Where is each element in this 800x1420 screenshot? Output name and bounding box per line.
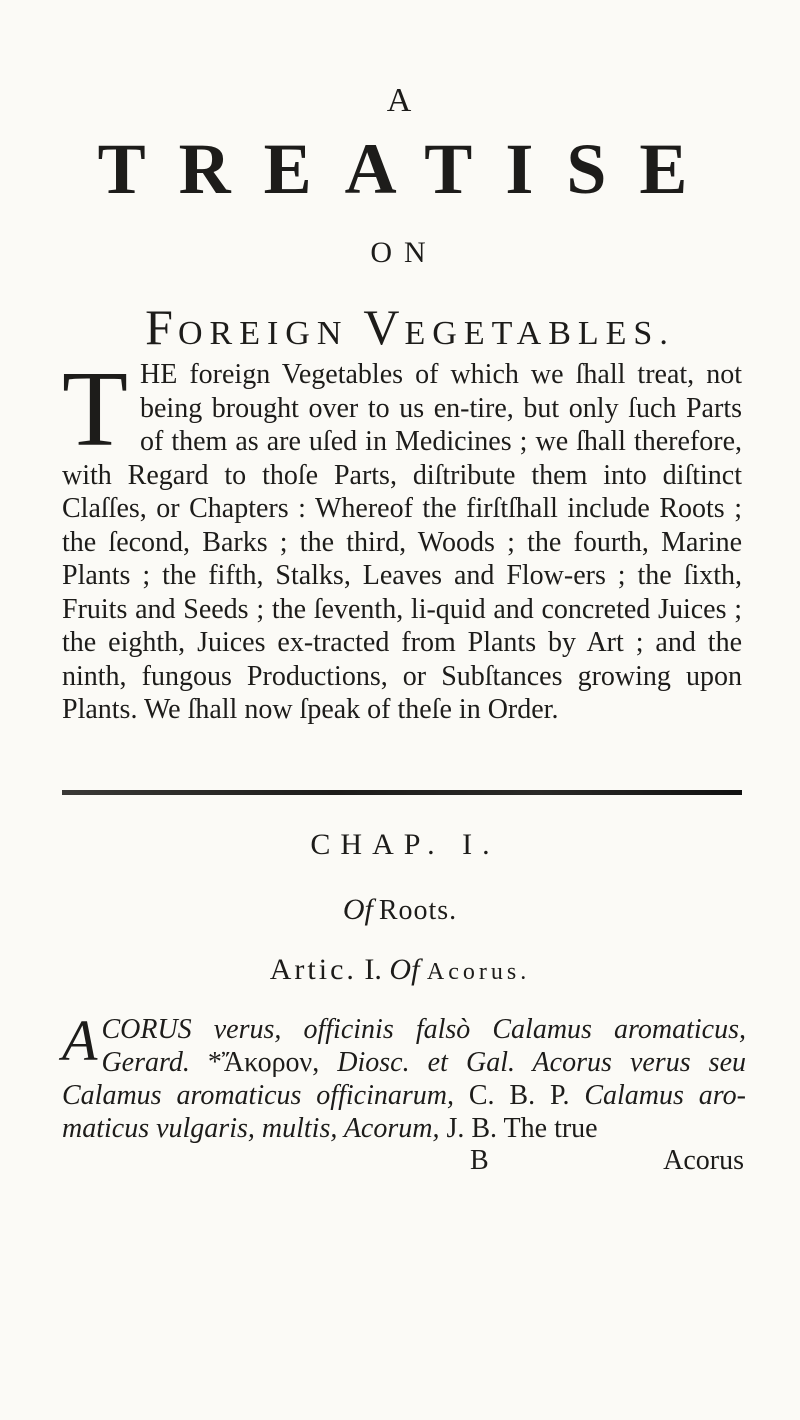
article-label: Artic. bbox=[269, 953, 357, 986]
article-text-3: C. B. P. bbox=[468, 1080, 570, 1111]
article-number: I. bbox=[364, 953, 382, 986]
subject-cap-f: F bbox=[145, 299, 178, 355]
title-connector: ON bbox=[370, 236, 438, 269]
article-title: Acorus. bbox=[426, 959, 531, 985]
article-text-4: Calamus aro-maticus vulgaris, multis, Acorum, bbox=[62, 1080, 746, 1144]
article-heading bbox=[0, 953, 800, 987]
article-text-5: J. B. The true bbox=[446, 1113, 598, 1144]
subject-title bbox=[60, 298, 760, 356]
subject-word-vegetables: EGETABLES. bbox=[404, 315, 675, 352]
article-paragraph bbox=[62, 1008, 746, 1145]
subject-word-foreign: OREIGN bbox=[177, 315, 349, 352]
drop-cap-t: T bbox=[62, 350, 128, 469]
chapter-subtitle bbox=[0, 893, 800, 927]
drop-cap-a: A bbox=[62, 1008, 98, 1073]
pre-title: A bbox=[386, 82, 414, 119]
signature-mark: B bbox=[470, 1145, 489, 1176]
article-text bbox=[62, 1008, 746, 1145]
article-of: Of bbox=[389, 953, 420, 986]
intro-paragraph bbox=[62, 350, 742, 727]
catchword: Acorus bbox=[663, 1145, 744, 1176]
article-text-1: CORUS verus, officinis falsò Calamus aromaticus, Gerard. bbox=[101, 1014, 746, 1078]
section-divider bbox=[62, 790, 742, 795]
intro-text: HE foreign Vegetables of which we ſhall treat, not being brought over to us en-tire, but only ſuch Parts of them as are uſed in Medicines ; we ſhall therefore, with Regard to thoſe Parts, diſtribute them into diſtinct Claſſes, or Chapters : Whereof the firſtſhall include Roots ; the ſecond, Barks ; the third, Woods ; the fourth, Marine Plants ; the fifth, Stalks, Leaves and Flow-ers ; the ſixth, Fruits and Seeds ; the ſeventh, li-quid and concreted Juices ; the eighth, Juices ex-tracted from Plants by Art ; and the ninth, fungous Productions, or Subſtances growing upon Plants. We ſhall now ſpeak of theſe in Order. bbox=[62, 359, 742, 725]
page-title: TREATISE bbox=[97, 129, 721, 209]
article-text-2: Diosc. et Gal. Acorus verus seu Calamus aromaticus officinarum, bbox=[62, 1047, 746, 1111]
chapter-sub-prefix: Of bbox=[342, 893, 373, 926]
subject-cap-v: V bbox=[363, 299, 405, 355]
chapter-heading: CHAP. I. bbox=[310, 828, 500, 861]
article-greek: *Ἄκορον, bbox=[207, 1047, 320, 1078]
chapter-sub-title: Roots. bbox=[378, 895, 458, 926]
